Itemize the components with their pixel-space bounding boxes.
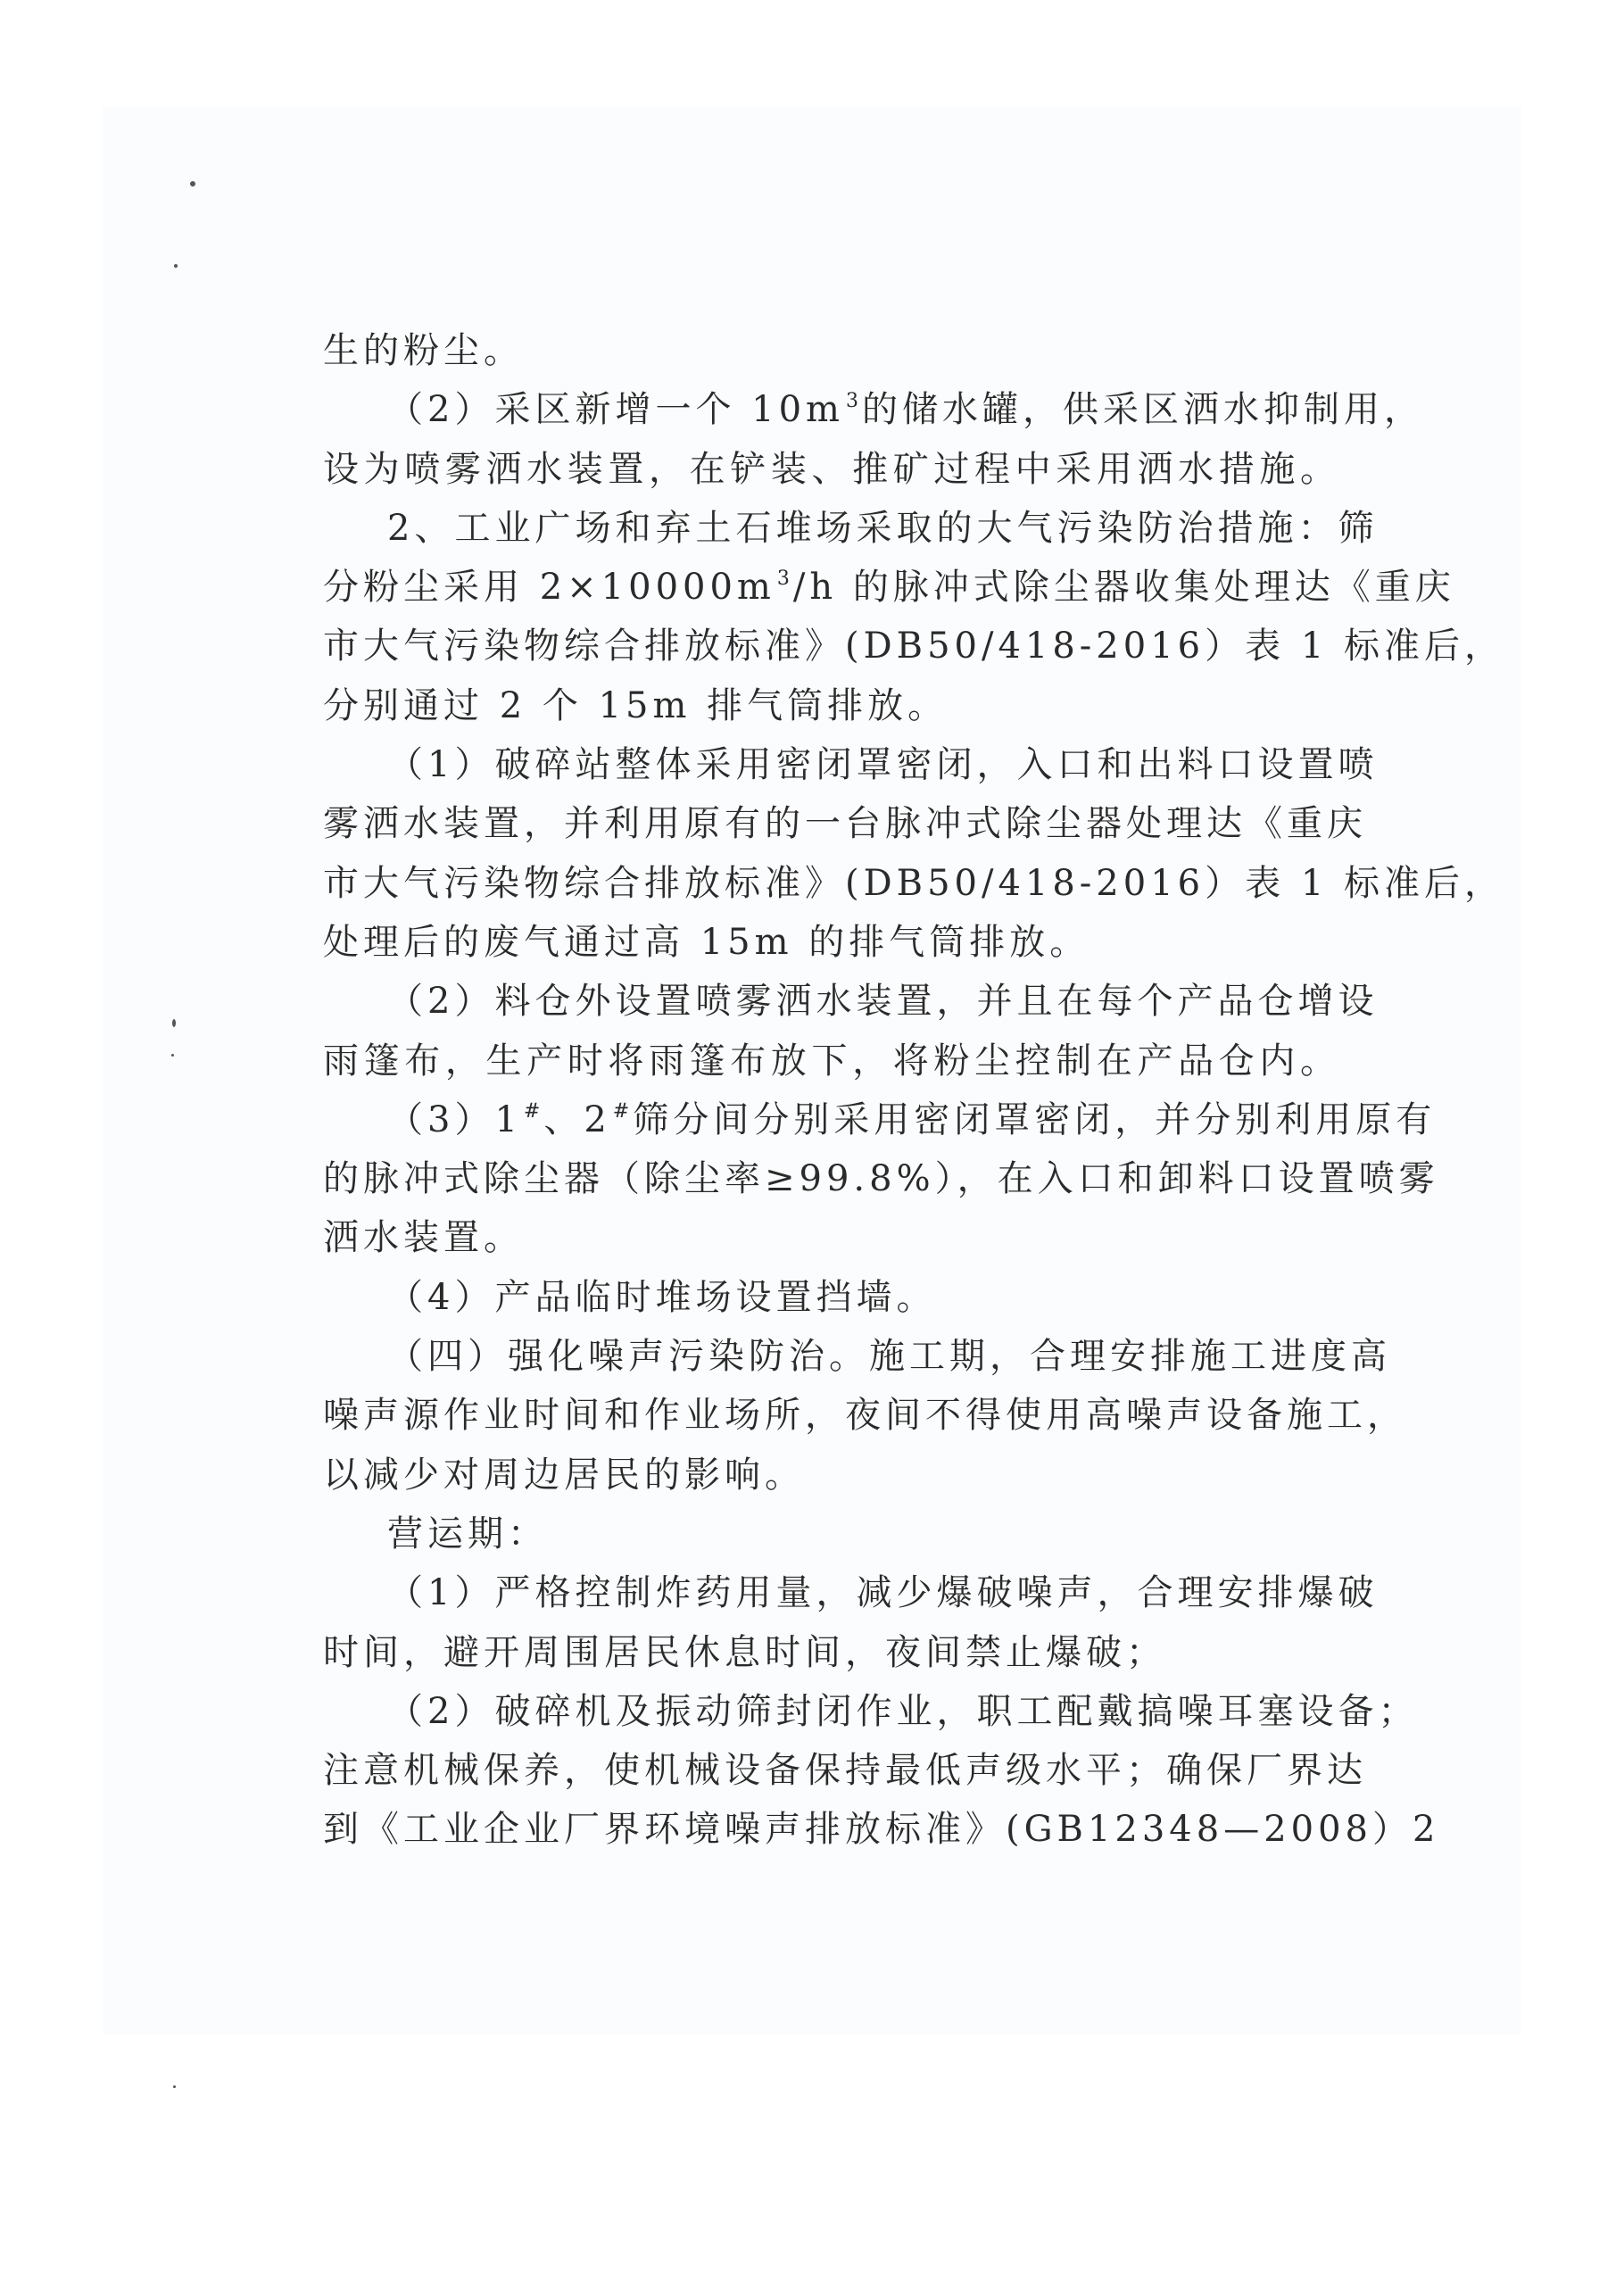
text-line-17: （4）产品临时堆场设置挡墙。 (387, 1276, 937, 1318)
text-line-24: （2）破碎机及振动筛封闭作业，职工配戴搞噪耳塞设备； (387, 1690, 1419, 1732)
text-line-18: （四）强化噪声污染防治。施工期，合理安排施工进度高 (387, 1336, 1391, 1378)
scan-speck (190, 181, 195, 186)
text-line-11: 处理后的废气通过高 15m 的排气筒排放。 (323, 921, 1090, 963)
text-line-5: 分粉尘采用 $2\times 10000m^3$ /h 的脉冲式除尘器收集处理达《重庆 (323, 567, 1455, 609)
text-line-19: 噪声源作业时间和作业场所，夜间不得使用高噪声设备施工， (323, 1395, 1407, 1437)
scan-speck (172, 1019, 176, 1027)
text-line-3: 设为喷雾洒水装置，在铲装、推矿过程中采用洒水措施。 (323, 448, 1340, 490)
text-line-10: 市大气污染物综合排放标准》(DB50/418-2016）表 1 标准后， (323, 862, 1504, 904)
text-line-15: 的脉冲式除尘器（除尘率≥99.8%），在入口和卸料口设置喷雾 (323, 1158, 1439, 1200)
document-body (323, 321, 1504, 1860)
text-line-26: 到《工业企业厂界环境噪声排放标准》(GB12348—2008）2 (323, 1809, 1440, 1851)
text-line-12: （2）料仓外设置喷雾洒水装置，并且在每个产品仓增设 (387, 981, 1379, 1023)
text-line-9: 雾洒水装置，并利用原有的一台脉冲式除尘器处理达《重庆 (323, 803, 1367, 845)
text-line-6: 市大气污染物综合排放标准》(DB50/418-2016）表 1 标准后， (323, 626, 1504, 667)
text-line-21: 营运期： (387, 1513, 548, 1554)
text-line-13: 雨篷布，生产时将雨篷布放下，将粉尘控制在产品仓内。 (323, 1040, 1340, 1082)
text-line-4: 2、工业广场和弃土石堆场采取的大气污染防治措施：筛 (387, 507, 1379, 549)
text-line-20: 以减少对周边居民的影响。 (323, 1454, 805, 1496)
text-line-2: （2）采区新增一个 $10m^3$ 的储水罐，供采区洒水抑制用， (387, 389, 1424, 431)
text-line-7: 分别通过 2 个 15m 排气筒排放。 (323, 684, 949, 726)
text-line-22: （1）严格控制炸药用量，减少爆破噪声，合理安排爆破 (387, 1572, 1379, 1614)
text-line-23: 时间，避开周围居民休息时间，夜间禁止爆破； (323, 1631, 1166, 1673)
scan-speck (171, 1054, 174, 1057)
scan-speck (174, 264, 178, 268)
text-line-1: 生的粉尘。 (323, 330, 524, 371)
scan-speck (173, 2085, 176, 2088)
text-line-25: 注意机械保养，使机械设备保持最低声级水平；确保厂界达 (323, 1750, 1367, 1792)
text-line-8: （1）破碎站整体采用密闭罩密闭，入口和出料口设置喷 (387, 744, 1379, 786)
text-line-14: （3）1# 、2# 筛分间分别采用密闭罩密闭，并分别利用原有 (387, 1098, 1437, 1140)
text-line-16: 洒水装置。 (323, 1217, 524, 1259)
